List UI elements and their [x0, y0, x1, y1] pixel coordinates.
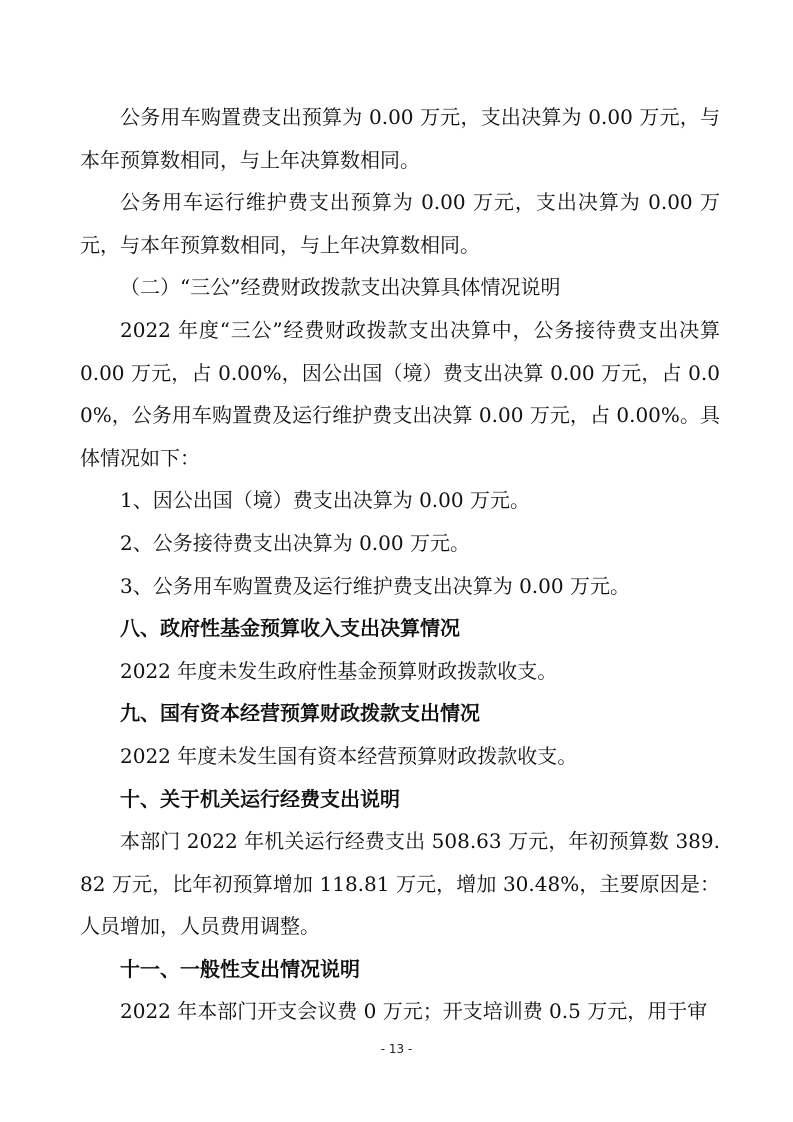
document-body [80, 96, 720, 1033]
list-item-reception: 2、公务接待费支出决算为 0.00 万元。 [120, 530, 470, 555]
paragraph-three-public-summary: 2022 年度“三公”经费财政拨款支出决算中，公务接待费支出决算 0.00 万元，占 0.00%，因公出国（境）费支出决算 0.00 万元，占 0.00%，公务用车购置费及运行维护费支出决算 0.00 万元，占 0.00%。具体情况如下： [80, 317, 720, 470]
list-item-vehicles: 3、公务用车购置费及运行维护费支出决算为 0.00 万元。 [120, 573, 630, 598]
paragraph-general-expenses: 2022 年本部门开支会议费 0 万元；开支培训费 0.5 万元，用于审 [120, 999, 708, 1024]
paragraph-vehicle-maintenance: 公务用车运行维护费支出预算为 0.00 万元，支出决算为 0.00 万元，与本年预算数相同，与上年决算数相同。 [80, 190, 720, 257]
paragraph-operating-expenses: 本部门 2022 年机关运行经费支出 508.63 万元，年初预算数 389.82 万元，比年初预算增加 118.81 万元，增加 30.48%，主要原因是：人员增加，人员费用调整。 [80, 829, 720, 939]
section-heading-government-fund: 八、政府性基金预算收入支出决算情况 [120, 616, 460, 641]
subheading-three-public-expenses: （二）“三公”经费财政拨款支出决算具体情况说明 [120, 275, 561, 300]
paragraph-state-capital: 2022 年度未发生国有资本经营预算财政拨款收支。 [120, 743, 578, 768]
list-item-overseas: 1、因公出国（境）费支出决算为 0.00 万元。 [120, 488, 530, 513]
section-heading-operating-expenses: 十、关于机关运行经费支出说明 [120, 786, 400, 811]
section-heading-state-capital: 九、国有资本经营预算财政拨款支出情况 [120, 701, 480, 726]
paragraph-vehicle-purchase: 公务用车购置费支出预算为 0.00 万元，支出决算为 0.00 万元，与本年预算数相同，与上年决算数相同。 [80, 105, 720, 172]
paragraph-government-fund: 2022 年度未发生政府性基金预算财政拨款收支。 [120, 658, 558, 683]
page-number: - 13 - [380, 1042, 413, 1056]
section-heading-general-expenses: 十一、一般性支出情况说明 [120, 956, 360, 981]
